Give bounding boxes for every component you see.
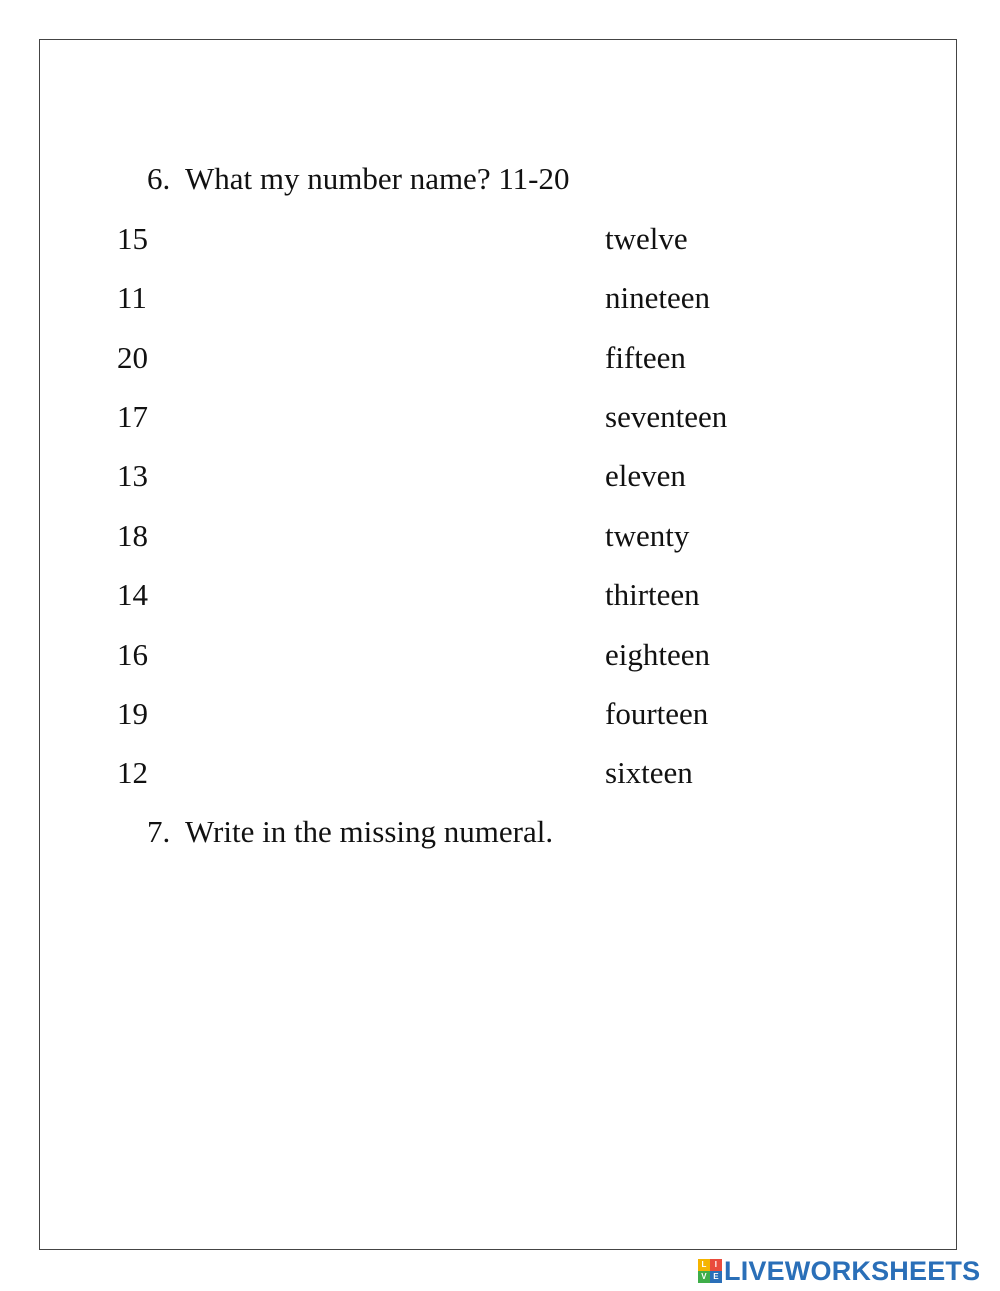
numeral[interactable]: 19 — [117, 696, 148, 731]
number-name[interactable]: seventeen — [605, 399, 728, 434]
logo-letter-v: V — [698, 1271, 710, 1283]
number-name[interactable]: thirteen — [605, 577, 700, 612]
match-row — [0, 577, 1000, 617]
number-name[interactable]: twelve — [605, 221, 688, 256]
number-name[interactable]: sixteen — [605, 755, 693, 790]
match-row — [0, 696, 1000, 736]
numeral[interactable]: 12 — [117, 755, 148, 790]
question-7 — [147, 814, 553, 850]
match-row — [0, 755, 1000, 795]
number-name[interactable]: eighteen — [605, 637, 711, 672]
brand-name: LIVEWORKSHEETS — [724, 1255, 981, 1286]
number-name[interactable]: twenty — [605, 518, 690, 553]
numeral[interactable]: 14 — [117, 577, 148, 612]
question-7-number: 7. — [147, 814, 171, 849]
match-row — [0, 280, 1000, 320]
liveworksheets-logo-icon — [698, 1259, 722, 1283]
logo-letter-l: L — [698, 1259, 710, 1271]
logo-letter-i: I — [710, 1259, 722, 1271]
question-7-text: Write in the missing numeral. — [185, 814, 554, 849]
number-name[interactable]: nineteen — [605, 280, 711, 315]
numeral[interactable]: 16 — [117, 637, 148, 672]
match-row — [0, 399, 1000, 439]
numeral[interactable]: 17 — [117, 399, 148, 434]
question-6-number: 6. — [147, 161, 171, 196]
numeral[interactable]: 13 — [117, 458, 148, 493]
number-name[interactable]: fifteen — [605, 340, 686, 375]
question-6-text: What my number name? 11-20 — [185, 161, 570, 196]
numeral[interactable]: 20 — [117, 340, 148, 375]
numeral[interactable]: 11 — [117, 280, 147, 315]
numeral[interactable]: 15 — [117, 221, 148, 256]
match-row — [0, 458, 1000, 498]
logo-letter-e: E — [710, 1271, 722, 1283]
numeral[interactable]: 18 — [117, 518, 148, 553]
question-6 — [147, 161, 570, 197]
number-name[interactable]: eleven — [605, 458, 686, 493]
match-row — [0, 221, 1000, 261]
match-row — [0, 637, 1000, 677]
number-name[interactable]: fourteen — [605, 696, 709, 731]
liveworksheets-footer[interactable] — [698, 1256, 980, 1286]
match-row — [0, 340, 1000, 380]
match-row — [0, 518, 1000, 558]
